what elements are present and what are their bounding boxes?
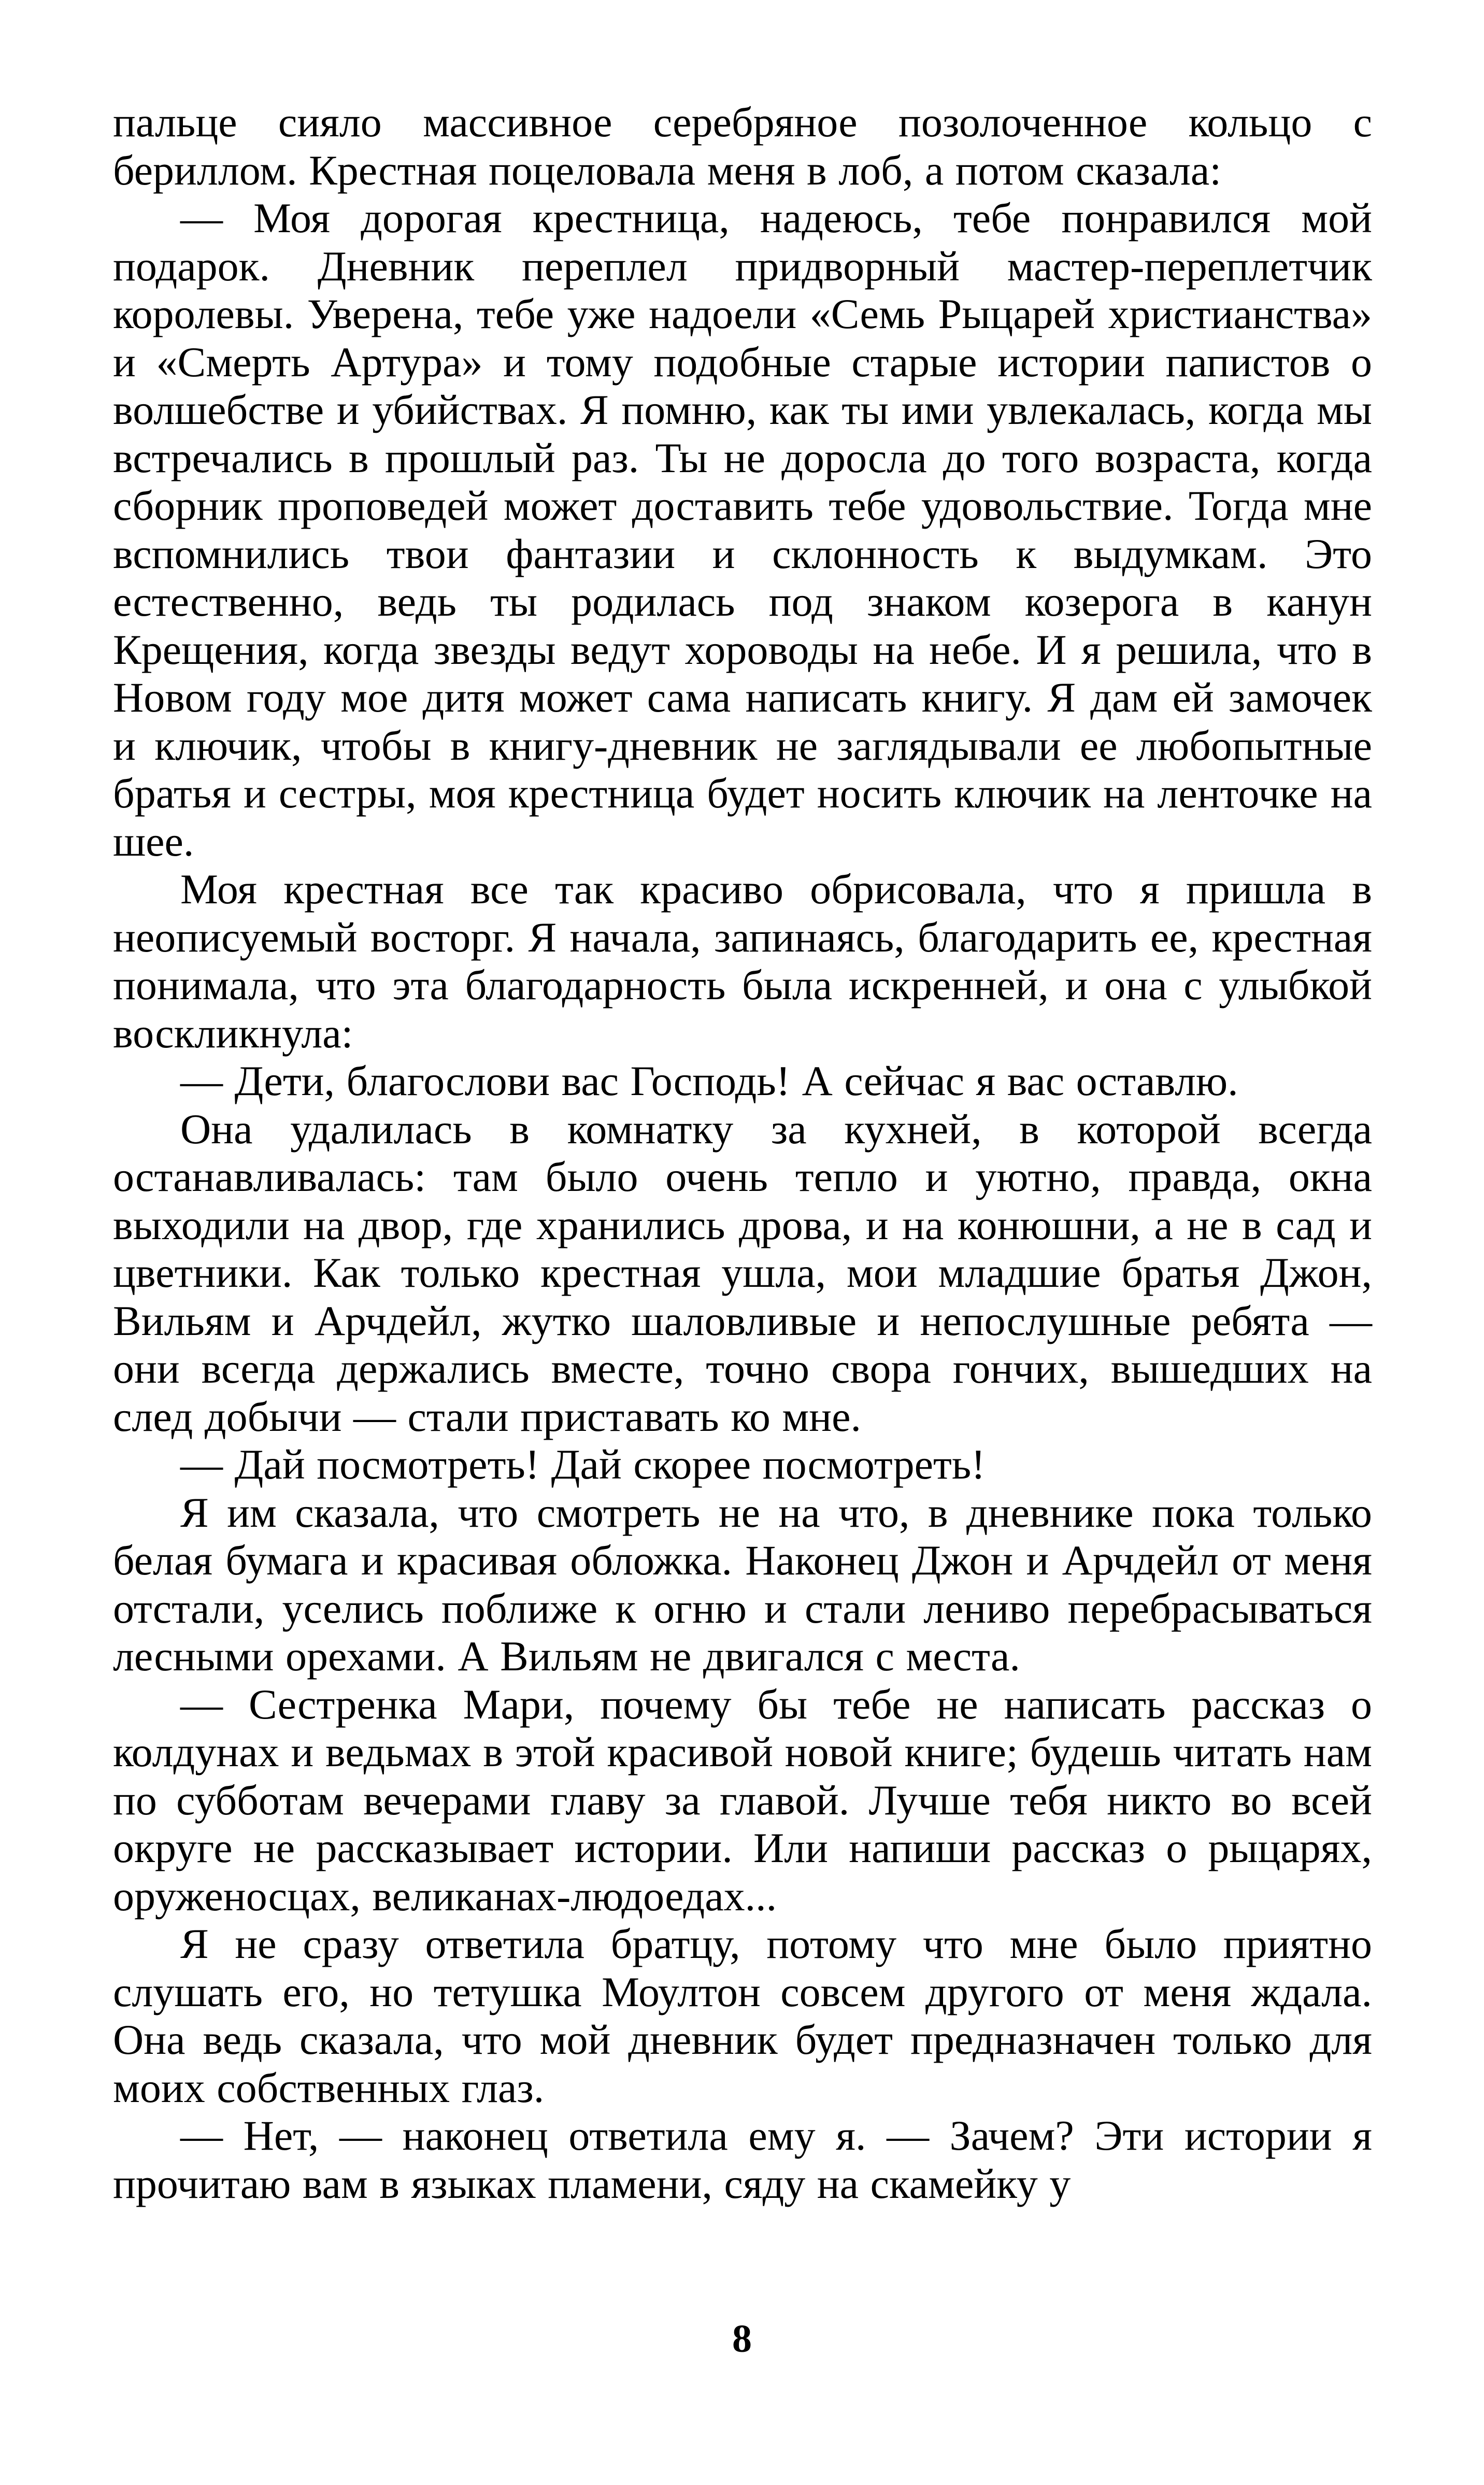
- page-number: 8: [732, 2317, 752, 2361]
- paragraph-5: Она удалилась в комнатку за кухней, в которой всегда останавливалась: там было очень тепло и уютно, правда, окна выходили на двор, где хранились дрова, и на конюшни, а не в сад и цветники. Как только крестная ушла, мои младшие братья Джон, Вильям и Арчдейл, жутко шаловливые и непослушные ребята — они всегда держались вместе, точно свора гончих, вышедших на след добычи — стали приставать ко мне.: [113, 1105, 1372, 1440]
- paragraph-3: Моя крестная все так красиво обрисовала, что я пришла в неописуемый восторг. Я начала, запинаясь, благодарить ее, крестная понимала, что эта благодарность была искренней, и она с улыбкой воскликнула:: [113, 865, 1372, 1057]
- paragraph-9: Я не сразу ответила братцу, потому что мне было приятно слушать его, но тетушка Моултон совсем другого от меня ждала. Она ведь сказала, что мой дневник будет предназначен только для моих собственных глаз.: [113, 1920, 1372, 2111]
- paragraph-7: Я им сказала, что смотреть не на что, в дневнике пока только белая бумага и красивая обложка. Наконец Джон и Арчдейл от меня отстали, уселись поближе к огню и стали лениво перебрасываться лесными орехами. А Вильям не двигался с места.: [113, 1488, 1372, 1680]
- body-text: [113, 98, 1372, 2208]
- paragraph-1: пальце сияло массивное серебряное позолоченное кольцо с бериллом. Крестная поцеловала меня в лоб, а потом сказала:: [113, 98, 1372, 194]
- paragraph-4: — Дети, благослови вас Господь! А сейчас я вас оставлю.: [180, 1057, 1238, 1104]
- paragraph-8: — Сестренка Мари, почему бы тебе не написать рассказ о колдунах и ведьмах в этой красивой новой книге; будешь читать нам по субботам вечерами главу за главой. Лучше тебя никто во всей округе не рассказывает истории. Или напиши рассказ о рыцарях, оруженосцах, великанах-людоедах...: [113, 1680, 1372, 1920]
- paragraph-6: — Дай посмотреть! Дай скорее посмотреть!: [180, 1441, 986, 1488]
- paragraph-2: — Моя дорогая крестница, надеюсь, тебе понравился мой подарок. Дневник переплел придворный мастер-переплетчик королевы. Уверена, тебе уже надоели «Семь Рыцарей христианства» и «Смерть Артура» и тому подобные старые истории папистов о волшебстве и убийствах. Я помню, как ты ими увлекалась, когда мы встречались в прошлый раз. Ты не доросла до того возраста, когда сборник проповедей может доставить тебе удовольствие. Тогда мне вспомнились твои фантазии и склонность к выдумкам. Это естественно, ведь ты родилась под знаком козерога в канун Крещения, когда звезды ведут хороводы на небе. И я решила, что в Новом году мое дитя может сама написать книгу. Я дам ей замочек и ключик, чтобы в книгу-дневник не заглядывали ее любопытные братья и сестры, моя крестница будет носить ключик на ленточке на шее.: [113, 194, 1372, 865]
- paragraph-10: — Нет, — наконец ответила ему я. — Зачем? Эти истории я прочитаю вам в языках пламени, сяду на скамейку у: [113, 2112, 1372, 2207]
